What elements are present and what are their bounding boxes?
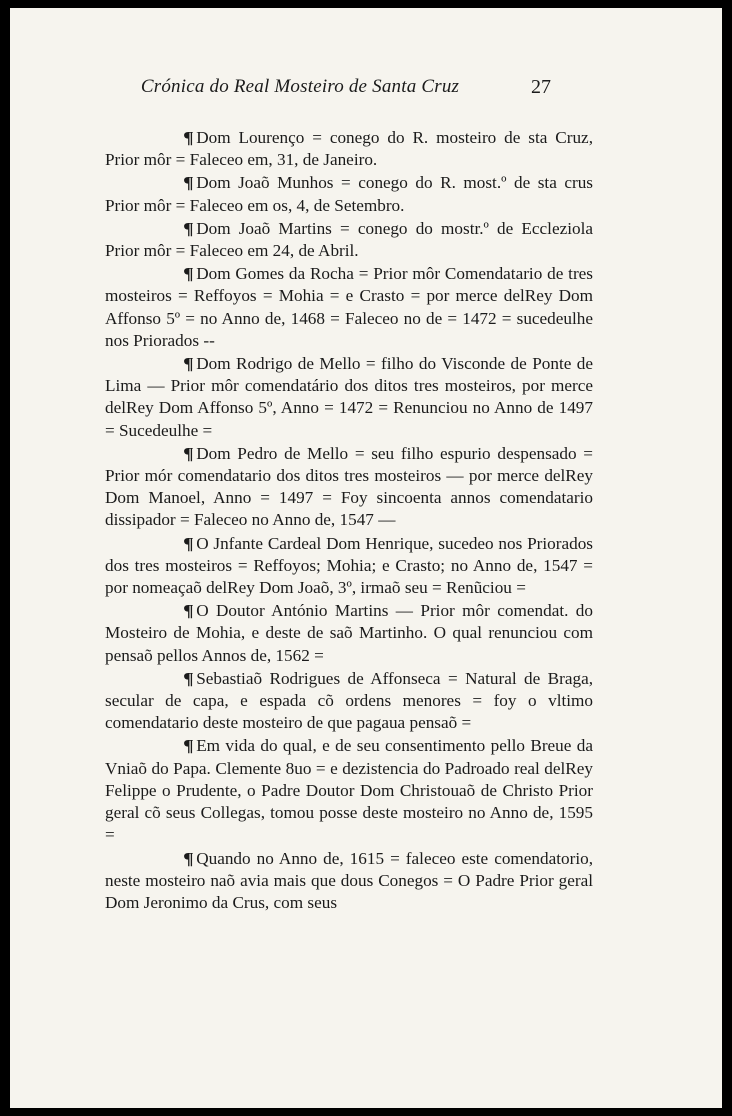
pilcrow-icon: ¶ (183, 128, 194, 147)
paragraph-2 (105, 172, 593, 216)
paragraph-3 (105, 218, 593, 262)
paragraph-10 (105, 735, 593, 846)
paragraph-4 (105, 263, 593, 352)
pilcrow-icon: ¶ (183, 736, 194, 756)
paragraph-6 (105, 443, 593, 532)
paragraph-11 (105, 848, 593, 915)
paragraph-9 (105, 668, 593, 735)
page-number: 27 (531, 76, 551, 98)
paragraph-text: Dom Pedro de Mello = seu filho espurio despensado = Prior mór comendatario dos ditos tres mosteiros — por merce delRey Dom Manoel, Anno = 1497 = Foy sincoenta annos comendatario dissipador = Faleceo no Anno de, 1547 — (105, 443, 593, 530)
paragraph-text: Dom Rodrigo de Mello = filho do Visconde de Ponte de Lima — Prior môr comendatário dos ditos tres mosteiros, por merce delRey Dom Affonso 5º, Anno = 1472 = Renunciou no Anno de 1497 = Sucedeulhe = (105, 354, 593, 440)
pilcrow-icon: ¶ (183, 173, 194, 193)
paragraph-text: Quando no Anno de, 1615 = faleceo este comendatorio, neste mosteiro naõ avia mais que dous Conegos = O Padre Prior geral Dom Jeronimo da Crus, com seus (105, 848, 593, 912)
pilcrow-icon: ¶ (183, 218, 194, 238)
paragraph-text: Dom Joaõ Martins = conego do mostr.º de Eccleziola Prior môr = Faleceo em 24, de Abril. (105, 218, 593, 261)
pilcrow-icon: ¶ (183, 264, 194, 284)
paragraph-1 (105, 127, 593, 171)
paragraph-text: O Jnfante Cardeal Dom Henrique, sucedeo nos Priorados dos tres mosteiros = Reffoyos; Mohia; e Crasto; no Anno de, 1547 = por nomeaçaõ delRey Dom Joaõ, 3º, irmaõ seu = Renũciou = (105, 533, 593, 598)
paragraph-text: Dom Joaõ Munhos = conego do R. most.º de sta crus Prior môr = Faleceo em os, 4, de Setembro. (105, 173, 593, 215)
pilcrow-icon: ¶ (183, 601, 194, 621)
paragraph-text: Dom Gomes da Rocha = Prior môr Comendatario de tres mosteiros = Reffoyos = Mohia = e Crasto = por merce delRey Dom Affonso 5º = no Anno de, 1468 = Faleceo no de = 1472 = sucedeulhe nos Priorados -- (105, 264, 593, 350)
paragraph-text: Sebastiaõ Rodrigues de Affonseca = Natural de Braga, secular de capa, e espada cõ ordens menores = foy o vltimo comendatario deste mosteiro de que pagaua pensaõ = (105, 668, 593, 733)
paragraph-text: O Doutor António Martins — Prior môr comendat. do Mosteiro de Mohia, e deste de saõ Martinho. O qual renunciou com pensaõ pellos Annos de, 1562 = (105, 601, 593, 665)
paragraph-5 (105, 353, 593, 442)
paragraph-8 (105, 600, 593, 667)
paragraph-7 (105, 533, 593, 600)
pilcrow-icon: ¶ (183, 848, 194, 868)
pilcrow-icon: ¶ (183, 533, 194, 553)
pilcrow-icon: ¶ (183, 668, 194, 688)
paragraph-text: Dom Lourenço = conego do R. mosteiro de sta Cruz, Prior môr = Faleceo em, 31, de Janeiro. (105, 128, 593, 170)
pilcrow-icon: ¶ (183, 443, 194, 463)
body-text (105, 127, 593, 915)
pilcrow-icon: ¶ (183, 354, 194, 374)
paragraph-text: Em vida do qual, e de seu consentimento pello Breue da Vniaõ do Papa. Clemente 8uo = e dezistencia do Padroado real delRey Felippe o Prudente, o Padre Doutor Dom Christouaõ de Christo Prior geral cõ seus Collegas, tomou posse deste mosteiro no Anno de, 1595 = (105, 736, 593, 845)
running-title: Crónica do Real Mosteiro de Santa Cruz (140, 76, 460, 97)
page-header (10, 76, 722, 106)
book-page (10, 8, 722, 1108)
